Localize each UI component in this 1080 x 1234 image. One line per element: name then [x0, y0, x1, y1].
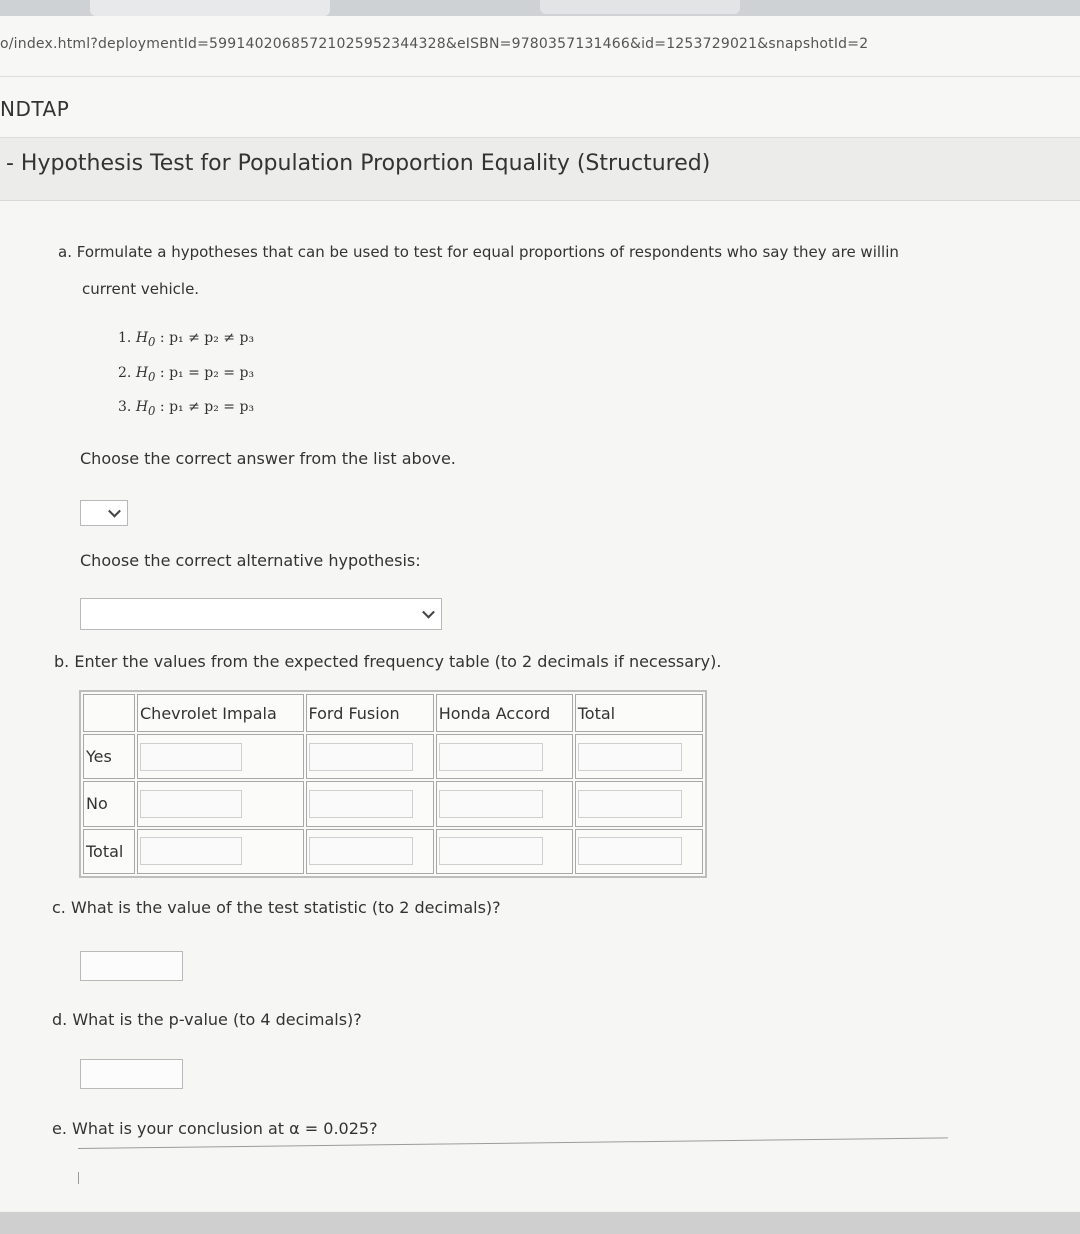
null-hypothesis-dropdown[interactable] — [80, 500, 128, 526]
table-cell — [575, 734, 703, 779]
conclusion-dropdown-edge — [78, 1172, 79, 1184]
table-cell — [436, 829, 573, 874]
chevron-down-icon — [108, 505, 121, 518]
yes-ford-input[interactable] — [309, 743, 413, 771]
choose-answer-prompt: Choose the correct answer from the list above. — [80, 449, 456, 468]
part-c-question: c. What is the value of the test statistic (to 2 decimals)? — [52, 898, 501, 917]
chevron-down-icon — [422, 606, 435, 619]
row-label-total: Total — [83, 829, 135, 874]
hypothesis-option-2: 2. $H_0$ : p₁ = p₂ = p₃ — [118, 365, 255, 384]
hypothesis-option-1: 1. $H_0$ : p₁ ≠ p₂ ≠ p₃ — [118, 330, 255, 349]
test-statistic-input[interactable] — [80, 951, 183, 981]
app-header — [0, 77, 1080, 138]
yes-chevrolet-input[interactable] — [140, 743, 242, 771]
table-header-honda-accord: Honda Accord — [436, 694, 573, 732]
address-bar[interactable] — [0, 16, 1080, 77]
part-e-question: e. What is your conclusion at α = 0.025? — [52, 1119, 378, 1138]
table-cell — [306, 829, 434, 874]
table-cell — [575, 829, 703, 874]
table-cell — [137, 829, 304, 874]
browser-tab-strip — [0, 0, 1080, 16]
table-cell — [575, 781, 703, 826]
bottom-bar — [0, 1212, 1080, 1234]
part-b-question: b. Enter the values from the expected frequency table (to 2 decimals if necessary). — [54, 652, 722, 671]
no-ford-input[interactable] — [309, 790, 413, 818]
table-cell — [436, 781, 573, 826]
browser-tab[interactable] — [90, 0, 330, 16]
part-a-question: a. Formulate a hypotheses that can be used to test for equal proportions of respondents who say they are willin — [58, 243, 899, 261]
row-label-no: No — [83, 781, 135, 826]
title-bar — [0, 138, 1080, 201]
yes-total-input[interactable] — [578, 743, 682, 771]
p-value-input[interactable] — [80, 1059, 183, 1089]
table-header-chevrolet-impala: Chevrolet Impala — [137, 694, 304, 732]
expected-frequency-table — [79, 690, 707, 878]
part-d-question: d. What is the p-value (to 4 decimals)? — [52, 1010, 362, 1029]
table-header-ford-fusion: Ford Fusion — [306, 694, 434, 732]
url-text[interactable]: o/index.html?deploymentId=59914020685721025952344328&eISBN=9780357131466&id=1253729021&snapshotId=2 — [0, 36, 869, 52]
brand-name: NDTAP — [0, 97, 70, 121]
table-cell — [436, 734, 573, 779]
total-ford-input[interactable] — [309, 837, 413, 865]
alt-hypothesis-dropdown[interactable] — [80, 598, 442, 630]
total-honda-input[interactable] — [439, 837, 543, 865]
table-cell — [306, 781, 434, 826]
table-cell — [137, 734, 304, 779]
part-a-question-cont: current vehicle. — [82, 280, 200, 298]
alt-hypothesis-prompt: Choose the correct alternative hypothesis: — [80, 551, 421, 570]
page-title: - Hypothesis Test for Population Proportion Equality (Structured) — [6, 151, 711, 176]
browser-tab[interactable] — [540, 0, 740, 14]
table-cell — [137, 781, 304, 826]
table-cell — [306, 734, 434, 779]
total-chevrolet-input[interactable] — [140, 837, 242, 865]
table-header-total: Total — [575, 694, 703, 732]
hypothesis-option-3: 3. $H_0$ : p₁ ≠ p₂ = p₃ — [118, 399, 255, 418]
no-total-input[interactable] — [578, 790, 682, 818]
row-label-yes: Yes — [83, 734, 135, 779]
no-honda-input[interactable] — [439, 790, 543, 818]
table-header-cell — [83, 694, 135, 732]
no-chevrolet-input[interactable] — [140, 790, 242, 818]
yes-honda-input[interactable] — [439, 743, 543, 771]
grand-total-input[interactable] — [578, 837, 682, 865]
